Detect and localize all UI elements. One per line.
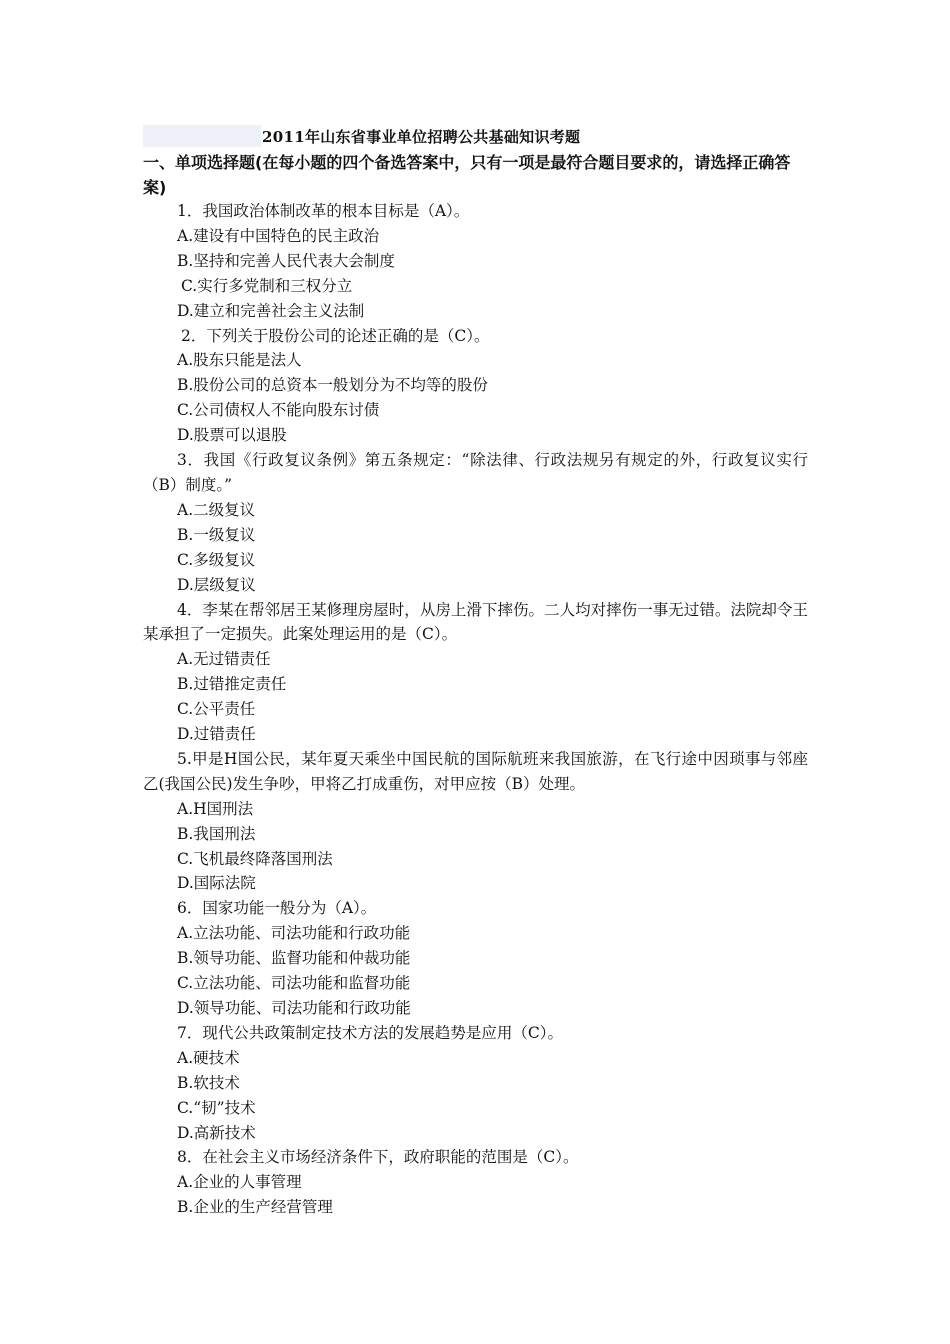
answer-option: B.过错推定责任 — [177, 675, 287, 694]
question-text: 2．下列关于股份公司的论述正确的是（C）。 — [181, 326, 490, 345]
answer-option: D.领导功能、司法功能和行政功能 — [177, 999, 411, 1017]
answer-option: A.二级复议 — [177, 500, 256, 519]
answer-option: B.我国刑法 — [177, 824, 256, 843]
section-heading: 一、单项选择题(在每小题的四个备选答案中，只有一项是最符合题目要求的，请选择正确答案) — [143, 153, 791, 197]
answer-option: B.领导功能、监督功能和仲裁功能 — [177, 949, 411, 968]
answer-option: D.国际法院 — [177, 874, 256, 893]
answer-option: B.股份公司的总资本一般划分为不均等的股份 — [177, 376, 488, 395]
answer-option: A.H国刑法 — [177, 799, 254, 818]
answer-option: C.“韧”技术 — [177, 1098, 256, 1117]
answer-option: A.立法功能、司法功能和行政功能 — [177, 924, 411, 943]
question-text: 8．在社会主义市场经济条件下，政府职能的范围是（C）。 — [177, 1148, 579, 1167]
answer-option: B.企业的生产经营管理 — [177, 1198, 333, 1217]
answer-option: A.硬技术 — [177, 1048, 240, 1067]
answer-option: D.建立和完善社会主义法制 — [177, 301, 365, 320]
question-text: 4．李某在帮邻居王某修理房屋时，从房上滑下摔伤。二人均对摔伤一事无过错。法院却令王某承担了一定损失。此案处理运用的是（C）。 — [143, 600, 808, 644]
answer-option: B.坚持和完善人民代表大会制度 — [177, 251, 395, 270]
question-list — [143, 199, 808, 1220]
answer-option: A.无过错责任 — [177, 650, 271, 669]
answer-option: C.公司债权人不能向股东讨债 — [177, 401, 380, 420]
document-title: 2011年山东省事业单位招聘公共基础知识考题 — [262, 128, 581, 146]
answer-option: A.股东只能是法人 — [177, 351, 302, 370]
answer-option: C.飞机最终降落国刑法 — [177, 849, 333, 868]
answer-option: B.软技术 — [177, 1073, 240, 1092]
answer-option: D.高新技术 — [177, 1123, 256, 1142]
answer-option: A.企业的人事管理 — [177, 1173, 302, 1192]
answer-option: B.一级复议 — [177, 525, 256, 544]
answer-option: A.建设有中国特色的民主政治 — [177, 226, 380, 245]
answer-option: D.层级复议 — [177, 575, 256, 594]
question-text: 3．我国《行政复议条例》第五条规定：“除法律、行政法规另有规定的外，行政复议实行（B）制度。” — [143, 451, 808, 494]
answer-option: C.多级复议 — [177, 550, 256, 569]
question-text: 1．我国政治体制改革的根本目标是（A）。 — [177, 202, 470, 220]
answer-option: C.公平责任 — [177, 700, 256, 719]
question-text: 5.甲是H国公民，某年夏天乘坐中国民航的国际航班来我国旅游，在飞行途中因琐事与邻座乙(我国公民)发生争吵，甲将乙打成重伤，对甲应按（B）处理。 — [143, 749, 808, 793]
question-text: 7．现代公共政策制定技术方法的发展趋势是应用（C）。 — [177, 1023, 563, 1042]
title-highlight — [143, 125, 261, 147]
answer-option: D.股票可以退股 — [177, 426, 287, 445]
answer-option: C.实行多党制和三权分立 — [181, 276, 353, 295]
answer-option: C.立法功能、司法功能和监督功能 — [177, 974, 411, 993]
answer-option: D.过错责任 — [177, 725, 256, 744]
question-text: 6．国家功能一般分为（A）。 — [177, 899, 377, 918]
